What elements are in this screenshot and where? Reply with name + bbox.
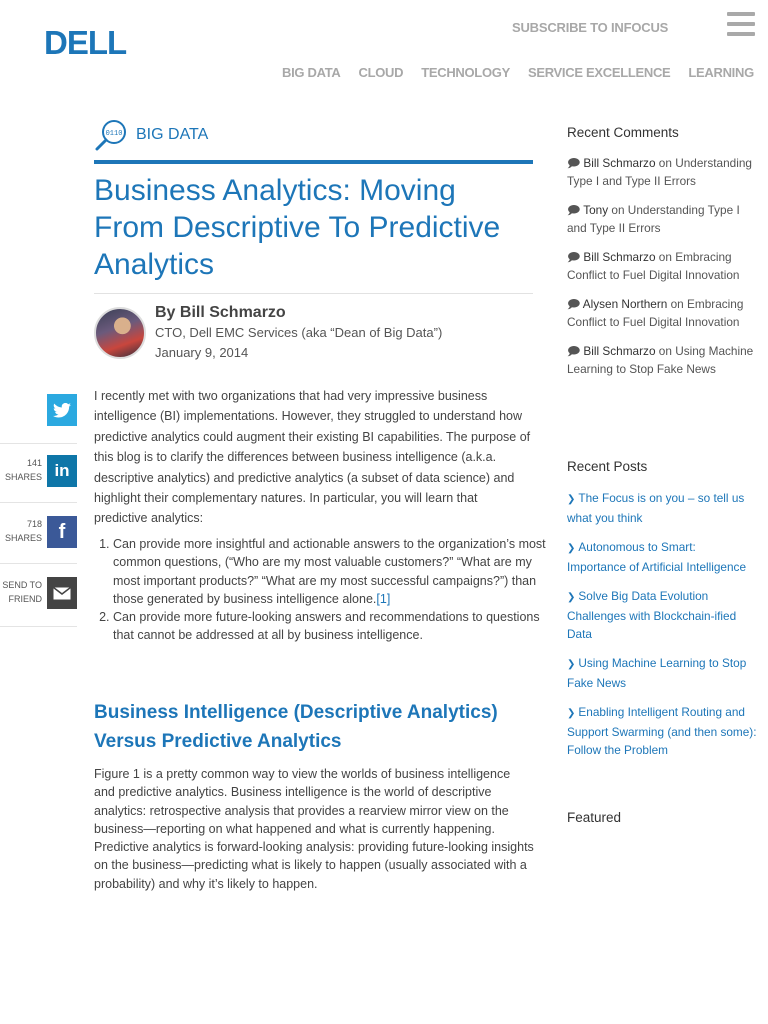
comment-post-link[interactable]: Using Machine Learning to Stop Fake News [567, 344, 754, 376]
chevron-right-icon: ❯ [567, 592, 576, 603]
linkedin-share-row [0, 443, 77, 484]
recent-post-link[interactable]: Using Machine Learning to Stop Fake News [567, 656, 747, 690]
twitter-icon [53, 403, 71, 418]
article-category[interactable] [94, 118, 208, 152]
nav-learning[interactable]: LEARNING [688, 65, 754, 80]
comment-item: 🗩 Bill Schmarzo on Using Machine Learning to Stop Fake News [567, 344, 754, 376]
nav-service-excellence[interactable]: SERVICE EXCELLENCE [527, 65, 671, 80]
top-nav [282, 65, 754, 80]
comment-post-link[interactable]: Understanding Type I and Type II Errors [567, 203, 740, 235]
recent-post-link[interactable]: Solve Big Data Evolution Challenges with Blockchain-ified Data [567, 589, 737, 641]
dell-logo[interactable] [44, 24, 138, 60]
linkedin-share-count: 141 SHARES [4, 458, 42, 482]
comment-item: 🗩 Bill Schmarzo on Understanding Type I and Type II Errors [567, 156, 752, 188]
comment-item: 🗩 Alysen Northern on Embracing Conflict to Fuel Digital Innovation [567, 297, 744, 329]
section-heading: Business Intelligence (Descriptive Analytics) Versus Predictive Analytics [94, 702, 498, 752]
section-paragraph: Figure 1 is a pretty common way to view the worlds of business intelligence and predictive analytics. Business intelligence is the world of descriptive analytics: retrospective analysis that provides a rearview mirror view on the business—reporting on what happened and what is currently happening. Predictive analytics is forward-looking analysis: providing future-looking insights on the business—predicting what is likely to happen (usually associated with a probability) and why it’s likely to happen. [94, 767, 534, 891]
recent-posts-heading: Recent Posts [567, 459, 648, 474]
chevron-right-icon: ❯ [567, 708, 576, 719]
subscribe-link[interactable]: SUBSCRIBE TO INFOCUS [512, 20, 669, 35]
facebook-share-button[interactable] [47, 516, 77, 548]
facebook-icon: f [58, 520, 66, 543]
magnifier-data-icon [94, 118, 128, 152]
comment-icon: 🗩 [567, 203, 581, 217]
comment-post-link[interactable]: Understanding Type I and Type II Errors [567, 156, 752, 188]
footnote-link[interactable]: [1] [376, 591, 391, 606]
twitter-share-button[interactable] [47, 394, 77, 426]
nav-cloud[interactable]: CLOUD [358, 65, 404, 80]
svg-text:DELL: DELL [44, 24, 127, 60]
predictive-benefits-list [94, 535, 553, 645]
email-share-button[interactable] [47, 577, 77, 609]
recent-post-link[interactable]: The Focus is on you – so tell us what you think [567, 491, 745, 525]
recent-post-item [567, 489, 757, 527]
comment-icon: 🗩 [567, 297, 581, 311]
author-name[interactable]: By Bill Schmarzo [155, 304, 286, 321]
recent-post-item [567, 587, 757, 643]
category-label[interactable]: BIG DATA [136, 126, 209, 143]
chevron-right-icon: ❯ [567, 494, 576, 505]
recent-comments-list [567, 154, 757, 389]
article-title: Business Analytics: Moving From Descriptive To Predictive Analytics [94, 174, 501, 281]
facebook-share-count: 718 SHARES [4, 519, 42, 543]
comment-post-link[interactable]: Embracing Conflict to Fuel Digital Innovation [567, 250, 740, 282]
author-role: CTO, Dell EMC Services (aka “Dean of Big Data”) [155, 325, 443, 340]
intro-paragraph: I recently met with two organizations that had very impressive business intelligence (BI) implementations. However, they struggled to understand how predictive analytics could augment their existing BI capabilities. The purpose of this blog is to clarify the differences between business intelligence (a.k.a. descriptive analytics) and predictive analytics (a subset of data science) and highlight their complementary natures. In particular, you will learn that predictive analytics: [94, 389, 531, 526]
recent-posts-list [567, 489, 757, 770]
publish-date: January 9, 2014 [155, 345, 249, 360]
category-divider [94, 160, 533, 164]
facebook-share-row [0, 502, 77, 543]
list-item: 1. Can provide more insightful and actionable answers to the organization’s most common questions, (“Who are my most valuable customers?” “What are my most important products?” “What are my most successful campaigns?”) than those generated by business intelligence alone.[1] [113, 535, 553, 608]
recent-post-item [567, 654, 757, 692]
recent-post-link[interactable]: Enabling Intelligent Routing and Support Swarming (and then some): Follow the Problem [567, 705, 757, 757]
linkedin-icon: in [54, 461, 70, 480]
svg-text:0110: 0110 [105, 130, 123, 138]
envelope-icon [53, 587, 71, 600]
recent-post-item [567, 703, 757, 759]
nav-technology[interactable]: TECHNOLOGY [421, 65, 510, 80]
comment-item: 🗩 Bill Schmarzo on Embracing Conflict to Fuel Digital Innovation [567, 250, 740, 282]
linkedin-share-button[interactable] [47, 455, 77, 487]
recent-comments-heading: Recent Comments [567, 125, 679, 140]
email-share-row [0, 563, 77, 627]
author-avatar [94, 307, 146, 359]
comment-item: 🗩 Tony on Understanding Type I and Type II Errors [567, 203, 740, 235]
comment-icon: 🗩 [567, 156, 581, 170]
chevron-right-icon: ❯ [567, 543, 576, 554]
title-divider [94, 293, 533, 294]
chevron-right-icon: ❯ [567, 659, 576, 670]
menu-icon[interactable] [727, 12, 755, 38]
featured-heading: Featured [567, 810, 622, 825]
list-item: 2. Can provide more future-looking answers and recommendations to questions that cannot be addressed at all by business intelligence. [113, 608, 553, 645]
email-share-label: SEND TO FRIEND [2, 580, 42, 604]
nav-big-data[interactable]: BIG DATA [282, 65, 341, 80]
recent-post-item [567, 538, 757, 576]
recent-post-link[interactable]: Autonomous to Smart: Importance of Artificial Intelligence [567, 540, 747, 574]
comment-post-link[interactable]: Embracing Conflict to Fuel Digital Innovation [567, 297, 744, 329]
comment-icon: 🗩 [567, 344, 581, 358]
comment-icon: 🗩 [567, 250, 581, 264]
